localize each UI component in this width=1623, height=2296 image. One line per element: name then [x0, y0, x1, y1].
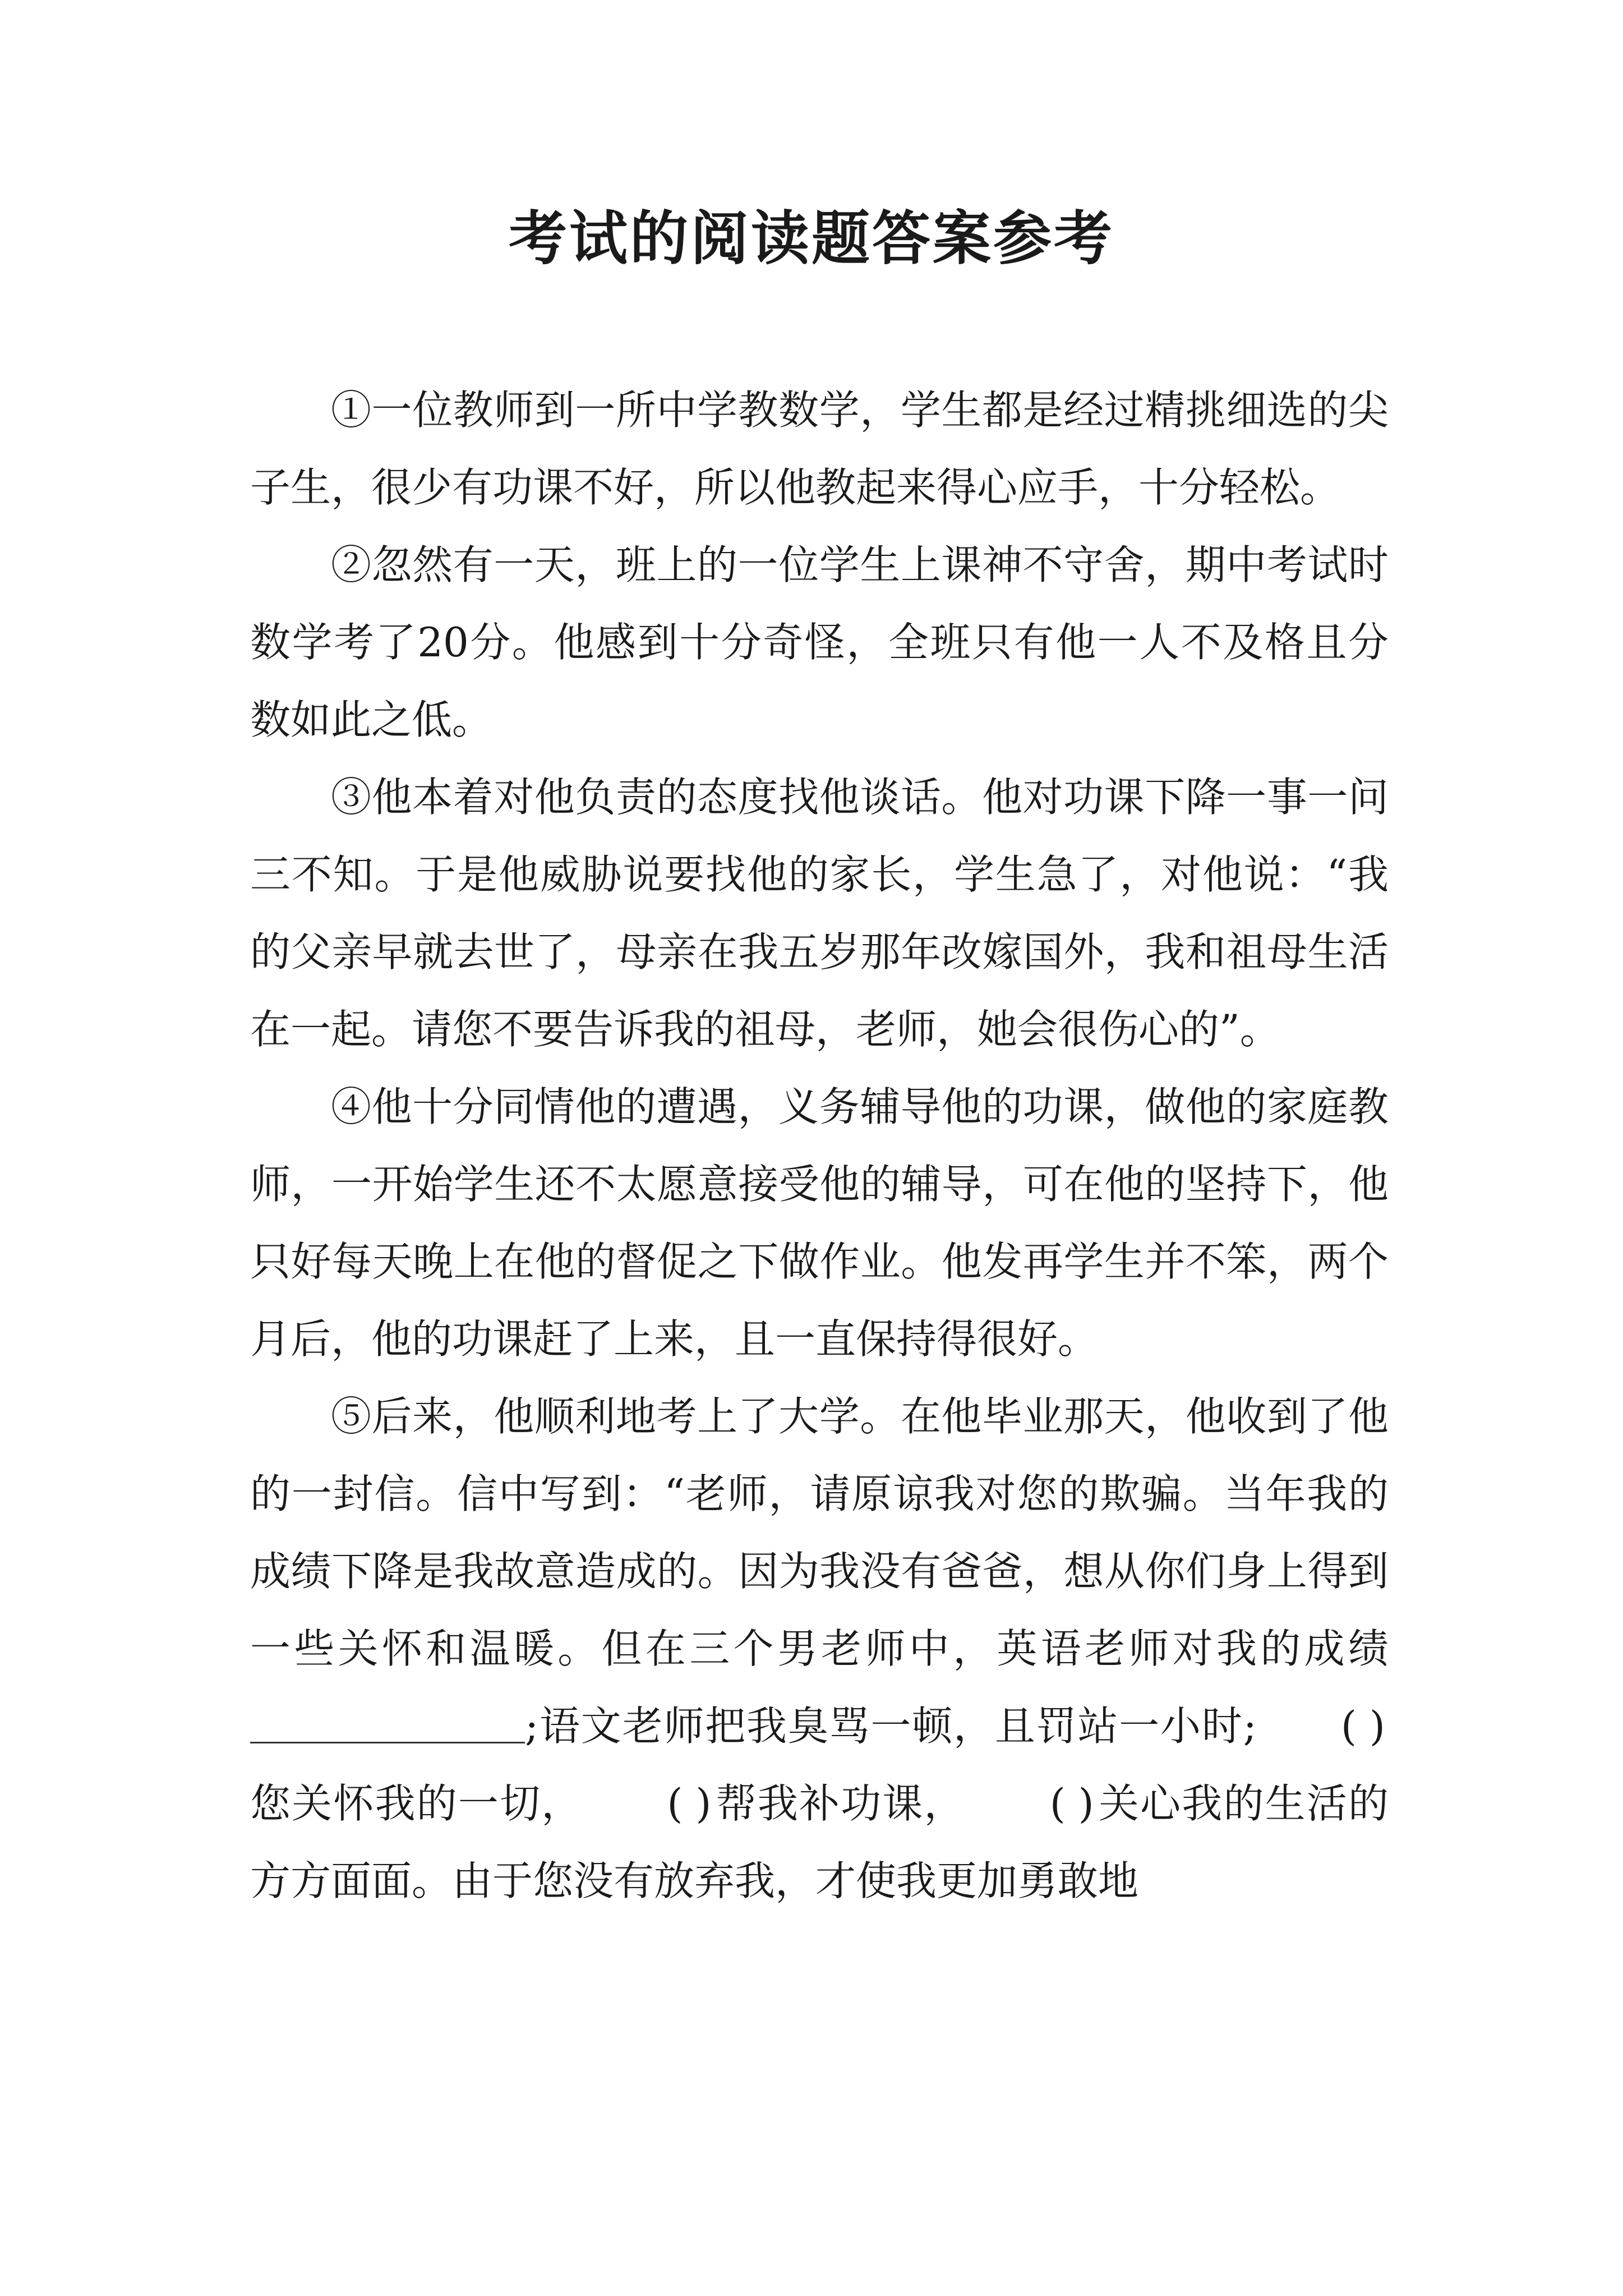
document-body: [250, 371, 1389, 1920]
fill-in-blank: [250, 1697, 525, 1743]
answer-parenthesis-2: ( ): [667, 1780, 712, 1827]
paragraph-4: ④他十分同情他的遭遇，义务辅导他的功课，做他的家庭教师，一开始学生还不太愿意接受他的辅导，可在他的坚持下，他只好每天晚上在他的督促之下做作业。他发再学生并不笨，两个月后，他的功课赶了上来，且一直保持得很好。: [250, 1083, 1389, 1363]
paragraph-2: ②忽然有一天，班上的一位学生上课神不守舍，期中考试时数学考了20分。他感到十分奇怪，全班只有他一人不及格且分数如此之低。: [250, 541, 1389, 743]
paragraph-5-segment-2: 帮我补功课，: [714, 1780, 966, 1827]
paragraph-5: [250, 1378, 1389, 1920]
paragraph-5-text-after-blank: ;语文老师把我臭骂一顿，且罚站一小时;: [525, 1703, 1257, 1750]
paragraph-3: ③他本着对他负责的态度找他谈话。他对功课下降一事一问三不知。于是他威胁说要找他的家长，学生急了，对他说：“我的父亲早就去世了，母亲在我五岁那年改嫁国外，我和祖母生活在一起。请您不要告诉我的祖母，老师，她会很伤心的”。: [250, 774, 1389, 1053]
answer-parenthesis-1: ( ): [1340, 1703, 1385, 1750]
paragraph-5-segment-1: 您关怀我的一切，: [250, 1780, 583, 1827]
paragraph-5-segment-3: 关心我的生活的方方面面。由于您没有放弃我，才使我更加勇敢地: [250, 1780, 1389, 1904]
document-title: 考试的阅读题答案参考: [508, 204, 1114, 273]
paragraph-5-text-before-blank: ⑤后来，他顺利地考上了大学。在他毕业那天，他收到了他的一封信。信中写到：“老师，请原谅我对您的欺骗。当年我的成绩下降是我故意造成的。因为我没有爸爸，想从你们身上得到一些关怀和温暖。但在三个男老师中，英语老师对我的成绩: [250, 1393, 1389, 1672]
answer-parenthesis-3: ( ): [1049, 1780, 1094, 1827]
paragraph-1: ①一位教师到一所中学教数学，学生都是经过精挑细选的尖子生，很少有功课不好，所以他教起来得心应手，十分轻松。: [250, 386, 1389, 511]
